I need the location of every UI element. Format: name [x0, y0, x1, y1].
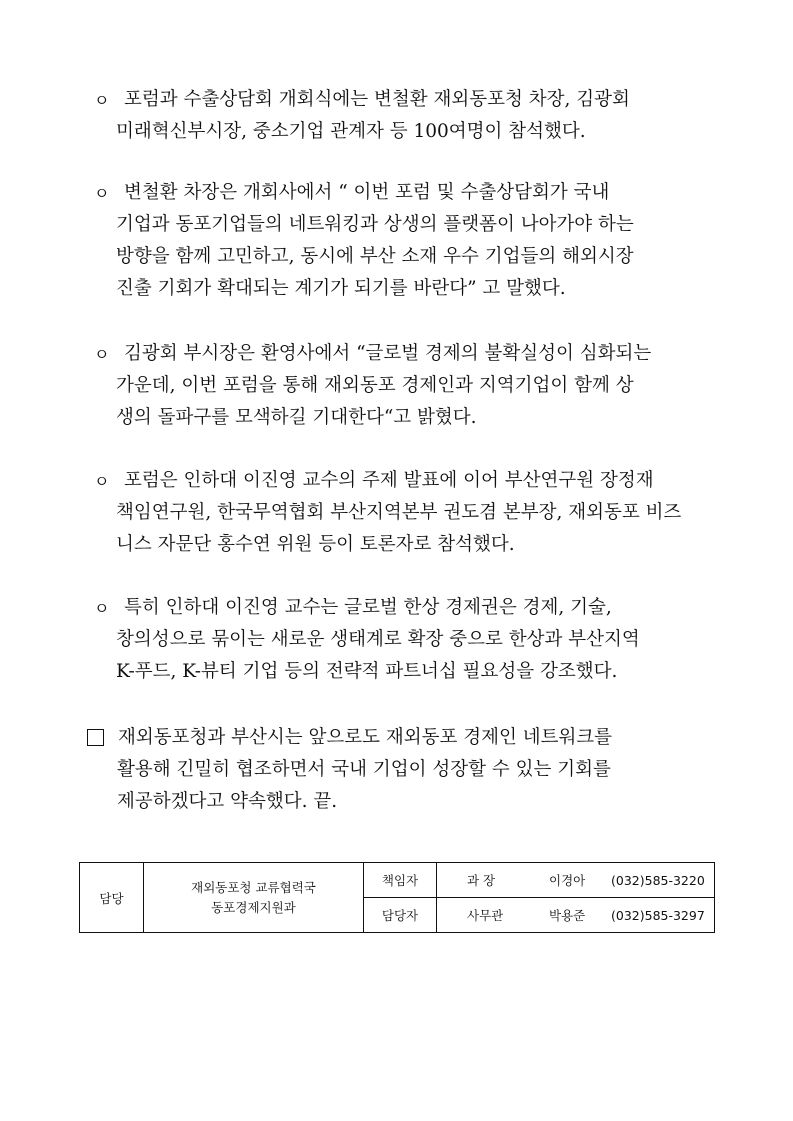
square-bullet-icon — [87, 729, 104, 746]
paragraph-line: 제공하겠다고 약속했다. 끝. — [117, 791, 338, 812]
table-row — [80, 863, 715, 898]
paragraph-line: 생의 돌파구를 모색하길 기대한다“고 밝혔다. — [116, 407, 477, 428]
contact-label: 담당 — [80, 863, 144, 933]
paragraph-line: 포럼과 수출상담회 개회식에는 변철환 재외동포청 차장, 김광회 — [124, 89, 630, 110]
paragraph-line: 특히 인하대 이진영 교수는 글로벌 한상 경제권은 경제, 기술, — [124, 597, 612, 618]
paragraph-line: 방향을 함께 고민하고, 동시에 부산 소재 우수 기업들의 해외시장 — [116, 246, 634, 267]
paragraph-line: 재외동포청과 부산시는 앞으로도 재외동포 경제인 네트워크를 — [118, 727, 613, 748]
role-cell: 담당자 — [364, 898, 437, 933]
paragraph-line: 창의성으로 묶이는 새로운 생태계로 확장 중으로 한상과 부산지역 — [116, 629, 640, 650]
bullet-paragraph-2 — [94, 177, 724, 305]
bullet-paragraph-4 — [94, 465, 724, 561]
department-cell — [144, 863, 364, 933]
division-name: 동포경제지원과 — [211, 899, 296, 915]
phone-number: (032)585-3220 — [611, 873, 705, 888]
paragraph-line: K-푸드, K-뷰티 기업 등의 전략적 파트너십 필요성을 강조했다. — [116, 661, 618, 682]
person-cell — [437, 898, 715, 933]
position-title: 사무관 — [467, 908, 504, 923]
person-name: 박용준 — [549, 908, 586, 923]
circle-bullet-icon: ㅇ — [94, 599, 110, 618]
circle-bullet-icon: ㅇ — [94, 472, 110, 491]
paragraph-line: 포럼은 인하대 이진영 교수의 주제 발표에 이어 부산연구원 장정재 — [124, 470, 654, 491]
paragraph-line: 가운데, 이번 포럼을 통해 재외동포 경제인과 지역기업이 함께 상 — [116, 375, 634, 396]
contact-table — [79, 862, 715, 933]
circle-bullet-icon: ㅇ — [94, 91, 110, 110]
paragraph-line: 기업과 동포기업들의 네트워킹과 상생의 플랫폼이 나아가야 하는 — [116, 214, 634, 235]
paragraph-line: 진출 기회가 확대되는 계기가 되기를 바란다” 고 말했다. — [116, 278, 566, 299]
bullet-paragraph-3 — [94, 338, 724, 434]
department-name: 재외동포청 교류협력국 — [191, 879, 316, 895]
bullet-paragraph-5 — [94, 592, 724, 688]
circle-bullet-icon: ㅇ — [94, 184, 110, 203]
paragraph-line: 활용해 긴밀히 협조하면서 국내 기업이 성장할 수 있는 기회를 — [117, 759, 611, 780]
paragraph-line: 김광회 부시장은 환영사에서 “글로벌 경제의 불확실성이 심화되는 — [124, 343, 652, 364]
phone-number: (032)585-3297 — [611, 908, 705, 923]
paragraph-line: 니스 자문단 홍수연 위원 등이 토론자로 참석했다. — [116, 534, 515, 555]
paragraph-line: 책임연구원, 한국무역협회 부산지역본부 권도겸 본부장, 재외동포 비즈 — [116, 502, 682, 523]
paragraph-line: 변철환 차장은 개회사에서 “ 이번 포럼 및 수출상담회가 국내 — [124, 182, 610, 203]
person-cell — [437, 863, 715, 898]
paragraph-line: 미래혁신부시장, 중소기업 관계자 등 100여명이 참석했다. — [116, 121, 586, 142]
person-name: 이경아 — [549, 873, 586, 888]
bullet-paragraph-1 — [94, 84, 724, 148]
circle-bullet-icon: ㅇ — [94, 345, 110, 364]
summary-paragraph — [87, 722, 727, 818]
role-cell: 책임자 — [364, 863, 437, 898]
position-title: 과 장 — [467, 873, 496, 888]
